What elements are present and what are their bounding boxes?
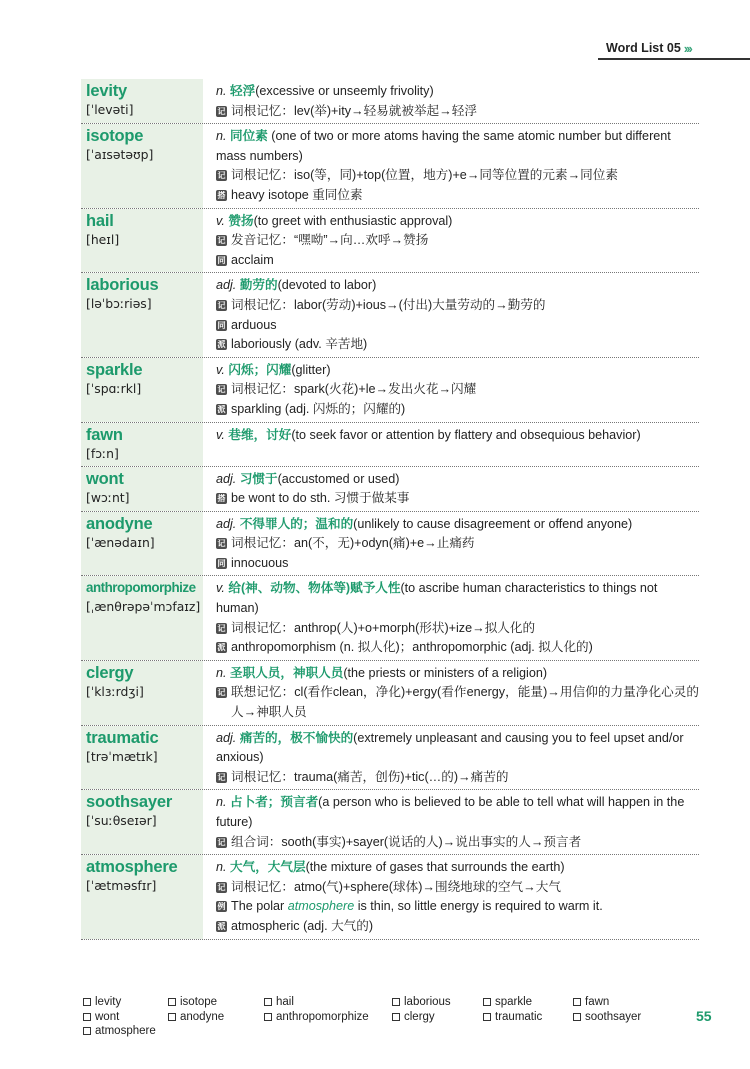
checkbox[interactable] bbox=[168, 998, 176, 1006]
memory-badge-icon: 记 bbox=[217, 539, 226, 549]
checklist-row bbox=[83, 1024, 703, 1039]
headword: levity bbox=[86, 82, 127, 100]
example-pre: The polar bbox=[231, 899, 288, 914]
chinese-meaning: 大气，大气层 bbox=[230, 860, 306, 875]
definition bbox=[216, 664, 699, 684]
memory-badge-icon: 记 bbox=[217, 772, 226, 782]
checkbox[interactable] bbox=[264, 998, 272, 1006]
phonetic: [ˌænθrəpəˈmɔfaɪz] bbox=[86, 599, 201, 615]
derivative-badge-icon: 派 bbox=[217, 921, 226, 931]
chinese-meaning: 习惯于 bbox=[239, 471, 278, 486]
chinese-meaning: 给(神、动物、物体等)赋予人性 bbox=[228, 581, 401, 596]
english-definition: (excessive or unseemly frivolity) bbox=[255, 84, 434, 98]
note-line bbox=[216, 102, 699, 122]
definition-cell bbox=[203, 855, 699, 938]
example-badge-icon: 例 bbox=[217, 902, 226, 912]
definition-cell bbox=[203, 661, 699, 725]
phonetic: [ˈklɜːrdʒi] bbox=[86, 683, 144, 699]
collocation-badge-icon: 搭 bbox=[217, 494, 226, 504]
memory-badge-icon: 记 bbox=[217, 688, 226, 698]
part-of-speech: v. bbox=[216, 362, 225, 377]
word-cell bbox=[81, 273, 203, 356]
headword: laborious bbox=[86, 276, 159, 295]
part-of-speech: n. bbox=[216, 860, 227, 875]
checklist-row bbox=[83, 1010, 703, 1025]
definition bbox=[216, 579, 699, 618]
header-tab bbox=[606, 38, 691, 58]
english-definition: (extremely unpleasant and causing you to feel upset and/or anxious) bbox=[216, 730, 684, 765]
english-definition: (to greet with enthusiastic approval) bbox=[253, 213, 453, 228]
headword: clergy bbox=[86, 663, 134, 682]
checkbox[interactable] bbox=[83, 1013, 91, 1021]
note-text: arduous bbox=[231, 317, 277, 332]
word-cell bbox=[81, 661, 203, 725]
checkbox[interactable] bbox=[392, 998, 400, 1006]
checkbox[interactable] bbox=[392, 1013, 400, 1021]
checklist-item[interactable] bbox=[392, 1010, 483, 1025]
word-entry bbox=[81, 358, 699, 423]
phonetic: [ˈsuːθseɪər] bbox=[86, 813, 157, 829]
note-text: 词根记忆：labor(劳动)+ious→(付出)大量劳动的→勤劳的 bbox=[231, 297, 546, 312]
checklist-item[interactable] bbox=[483, 995, 573, 1010]
checklist-word: sparkle bbox=[495, 996, 533, 1008]
definition-cell bbox=[203, 209, 699, 273]
note-line bbox=[216, 380, 699, 400]
definition-cell bbox=[203, 273, 699, 356]
note-text: 词根记忆：spark(火花)+le→发出火花→闪耀 bbox=[231, 382, 477, 397]
checklist-item[interactable] bbox=[168, 1010, 264, 1025]
checkbox[interactable] bbox=[264, 1013, 272, 1021]
headword: wont bbox=[86, 469, 124, 488]
definition bbox=[216, 470, 699, 490]
note-text: 发音记忆：“嘿呦”→向…欢呼→赞扬 bbox=[231, 233, 429, 248]
english-definition: (one of two or more atoms having the same atomic number but different mass numbers) bbox=[216, 129, 671, 163]
definition bbox=[216, 276, 699, 296]
word-list-title: Word List 05 bbox=[606, 41, 681, 55]
checkbox[interactable] bbox=[83, 1027, 91, 1035]
definition bbox=[216, 793, 699, 832]
headword: sparkle bbox=[86, 360, 143, 379]
word-entry bbox=[81, 467, 699, 512]
checklist-word: laborious bbox=[404, 996, 451, 1008]
checklist-item[interactable] bbox=[83, 1024, 168, 1039]
chinese-meaning: 同位素 bbox=[230, 129, 268, 144]
note-text: atmospheric (adj. 大气的) bbox=[231, 918, 374, 933]
note-line bbox=[216, 296, 699, 316]
chinese-meaning: 巷维，讨好 bbox=[228, 427, 292, 442]
checkbox[interactable] bbox=[573, 998, 581, 1006]
page-number: 55 bbox=[696, 1008, 712, 1024]
definition-cell bbox=[203, 358, 699, 422]
memory-badge-icon: 记 bbox=[217, 623, 226, 633]
word-cell bbox=[81, 467, 203, 511]
note-text: laboriously (adv. 辛苦地) bbox=[231, 337, 368, 352]
phonetic: [ˈspɑːrkl] bbox=[86, 380, 142, 396]
note-line bbox=[216, 316, 699, 336]
note-line bbox=[216, 683, 699, 722]
note-text: 词根记忆：anthrop(人)+o+morph(形状)+ize→拟人化的 bbox=[231, 620, 536, 635]
note-text: 联想记忆：cl(看作clean，净化)+ergy(看作energy，能量)→用信仰的力量净化心灵的人→神职人员 bbox=[231, 685, 699, 720]
definition bbox=[216, 212, 699, 232]
word-entry bbox=[81, 726, 699, 791]
word-entry bbox=[81, 209, 699, 274]
example-post: is thin, so little energy is required to warm it. bbox=[354, 899, 603, 914]
note-text: 词根记忆：iso(等，同)+top(位置，地方)+e→同等位置的元素→同位素 bbox=[231, 168, 618, 183]
definition-cell bbox=[203, 790, 699, 854]
headword: atmosphere bbox=[86, 858, 178, 877]
memory-badge-icon: 记 bbox=[217, 385, 226, 395]
part-of-speech: adj. bbox=[216, 516, 237, 531]
word-entry bbox=[81, 79, 699, 124]
note-line bbox=[216, 917, 699, 937]
note-line bbox=[216, 400, 699, 420]
memory-badge-icon: 记 bbox=[217, 171, 226, 181]
phonetic: [ˈaɪsətəʊp] bbox=[86, 147, 154, 163]
english-definition: (to seek favor or attention by flattery and obsequious behavior) bbox=[291, 427, 641, 442]
chinese-meaning: 不得罪人的；温和的 bbox=[239, 516, 354, 531]
note-text bbox=[231, 897, 699, 917]
chinese-meaning: 勤劳的 bbox=[239, 278, 278, 293]
derivative-badge-icon: 派 bbox=[217, 340, 226, 350]
english-definition: (accustomed or used) bbox=[277, 471, 400, 486]
english-definition: (a person who is believed to be able to tell what will happen in the future) bbox=[216, 795, 685, 829]
definition bbox=[216, 127, 699, 166]
part-of-speech: adj. bbox=[216, 278, 237, 293]
word-entry bbox=[81, 576, 699, 660]
word-cell bbox=[81, 423, 203, 466]
note-line bbox=[216, 768, 699, 788]
word-cell bbox=[81, 209, 203, 273]
word-table bbox=[81, 79, 699, 940]
review-checklist bbox=[83, 995, 703, 1039]
word-cell bbox=[81, 790, 203, 854]
part-of-speech: adj. bbox=[216, 730, 237, 745]
note-text: 组合词：sooth(事实)+sayer(说话的人)→说出事实的人→预言者 bbox=[231, 834, 582, 849]
word-entry bbox=[81, 512, 699, 577]
memory-badge-icon: 记 bbox=[217, 236, 226, 246]
phonetic: [wɔːnt] bbox=[86, 489, 130, 505]
derivative-badge-icon: 派 bbox=[217, 643, 226, 653]
phonetic: [ˈænədaɪn] bbox=[86, 534, 155, 550]
checklist-word: isotope bbox=[180, 996, 218, 1008]
word-cell bbox=[81, 512, 203, 576]
chinese-meaning: 痛苦的，极不愉快的 bbox=[239, 730, 354, 745]
headword: hail bbox=[86, 211, 114, 230]
note-line bbox=[216, 833, 699, 853]
note-text: sparkling (adj. 闪烁的；闪耀的) bbox=[231, 401, 406, 416]
checklist-item[interactable] bbox=[392, 995, 483, 1010]
checkbox[interactable] bbox=[168, 1013, 176, 1021]
note-text: heavy isotope 重同位素 bbox=[231, 187, 363, 202]
word-entry bbox=[81, 273, 699, 357]
checklist-word: hail bbox=[276, 996, 294, 1008]
derivative-badge-icon: 派 bbox=[217, 404, 226, 414]
part-of-speech: v. bbox=[216, 213, 225, 228]
note-line bbox=[216, 166, 699, 186]
word-cell bbox=[81, 576, 203, 659]
checklist-word: fawn bbox=[585, 996, 610, 1008]
part-of-speech: n. bbox=[216, 84, 227, 98]
word-cell bbox=[81, 358, 203, 422]
chinese-meaning: 闪烁；闪耀 bbox=[228, 362, 292, 377]
english-definition: (to ascribe human characteristics to things not human) bbox=[216, 581, 658, 616]
phonetic: [trəˈmætɪk] bbox=[86, 748, 158, 764]
checklist-item[interactable] bbox=[83, 995, 168, 1010]
definition bbox=[216, 426, 699, 446]
checklist-word: atmosphere bbox=[95, 1025, 156, 1037]
note-text: innocuous bbox=[231, 555, 289, 570]
word-entry bbox=[81, 661, 699, 726]
word-cell bbox=[81, 855, 203, 938]
checklist-row bbox=[83, 995, 703, 1010]
note-text: 词根记忆：lev(举)+ity→轻易就被举起→轻浮 bbox=[231, 103, 477, 118]
synonym-badge-icon: 同 bbox=[217, 320, 226, 330]
checkbox[interactable] bbox=[573, 1013, 581, 1021]
checklist-word: anthropomorphize bbox=[276, 1010, 369, 1023]
headword: soothsayer bbox=[86, 793, 173, 812]
note-line bbox=[216, 619, 699, 639]
part-of-speech: v. bbox=[216, 581, 225, 596]
checkbox[interactable] bbox=[83, 998, 91, 1006]
note-text: anthropomorphism (n. 拟人化)；anthropomorphic (adj. 拟人化的) bbox=[231, 640, 593, 655]
word-entry bbox=[81, 855, 699, 939]
part-of-speech: n. bbox=[216, 795, 227, 810]
chinese-meaning: 圣职人员，神职人员 bbox=[230, 665, 344, 680]
part-of-speech: n. bbox=[216, 129, 227, 144]
example-keyword: atmosphere bbox=[287, 899, 355, 914]
note-text: 词根记忆：atmo(气)+sphere(球体)→围绕地球的空气→大气 bbox=[231, 879, 561, 894]
phonetic: [fɔːn] bbox=[86, 445, 119, 461]
headword: isotope bbox=[86, 127, 144, 146]
note-line bbox=[216, 878, 699, 898]
memory-badge-icon: 记 bbox=[217, 882, 226, 892]
checklist-item[interactable] bbox=[83, 1010, 168, 1025]
checklist-item[interactable] bbox=[483, 1010, 573, 1025]
part-of-speech: v. bbox=[216, 427, 225, 442]
headword: anodyne bbox=[86, 514, 153, 533]
definition bbox=[216, 361, 699, 381]
note-line bbox=[216, 186, 699, 206]
definition-cell bbox=[203, 423, 699, 466]
checklist-word: soothsayer bbox=[585, 1010, 642, 1023]
checklist-item[interactable] bbox=[573, 995, 673, 1010]
synonym-badge-icon: 同 bbox=[217, 255, 226, 265]
memory-badge-icon: 记 bbox=[217, 300, 226, 310]
note-text: 词根记忆：trauma(痛苦，创伤)+tic(…的)→痛苦的 bbox=[231, 769, 509, 784]
headword: anthropomorphize bbox=[86, 580, 196, 596]
checklist-item[interactable] bbox=[573, 1010, 673, 1025]
checklist-word: wont bbox=[95, 1010, 120, 1023]
definition-cell bbox=[203, 467, 699, 511]
collocation-badge-icon: 搭 bbox=[217, 190, 226, 200]
word-cell bbox=[81, 124, 203, 207]
word-cell bbox=[81, 79, 203, 123]
part-of-speech: adj. bbox=[216, 471, 237, 486]
definition bbox=[216, 858, 699, 878]
headword: traumatic bbox=[86, 728, 159, 747]
checklist-word: clergy bbox=[404, 1010, 435, 1023]
definition-cell bbox=[203, 576, 699, 659]
english-definition: (the priests or ministers of a religion) bbox=[343, 665, 548, 680]
checklist-word: levity bbox=[95, 996, 122, 1008]
triple-chevron-icon: ››› bbox=[683, 40, 691, 56]
chinese-meaning: 轻浮 bbox=[230, 84, 256, 98]
checkbox[interactable] bbox=[483, 998, 491, 1006]
checklist-item[interactable] bbox=[168, 995, 264, 1010]
memory-badge-icon: 记 bbox=[217, 106, 226, 116]
definition bbox=[216, 729, 699, 768]
english-definition: (glitter) bbox=[291, 362, 331, 377]
checklist-item[interactable] bbox=[264, 1010, 392, 1025]
headword: fawn bbox=[86, 425, 123, 444]
word-entry bbox=[81, 423, 699, 467]
part-of-speech: n. bbox=[216, 665, 227, 680]
note-text: acclaim bbox=[231, 252, 274, 267]
definition-cell bbox=[203, 124, 699, 207]
english-definition: (the mixture of gases that surrounds the earth) bbox=[305, 860, 565, 875]
definition bbox=[216, 515, 699, 535]
word-cell bbox=[81, 726, 203, 790]
definition-cell bbox=[203, 512, 699, 576]
definition-cell bbox=[203, 79, 699, 123]
note-text: 词根记忆：an(不，无)+odyn(痛)+e→止痛药 bbox=[231, 536, 475, 551]
note-line bbox=[216, 231, 699, 251]
english-definition: (unlikely to cause disagreement or offend anyone) bbox=[353, 516, 633, 531]
definition bbox=[216, 82, 699, 102]
example-line bbox=[216, 897, 699, 917]
checklist-item[interactable] bbox=[264, 995, 392, 1010]
memory-badge-icon: 记 bbox=[217, 837, 226, 847]
note-line bbox=[216, 554, 699, 574]
word-entry bbox=[81, 124, 699, 208]
note-line bbox=[216, 638, 699, 658]
note-line bbox=[216, 489, 699, 509]
phonetic: [ləˈbɔːriəs] bbox=[86, 296, 152, 312]
header-rule bbox=[598, 58, 750, 60]
note-text: be wont to do sth. 习惯于做某事 bbox=[231, 491, 410, 506]
note-line bbox=[216, 251, 699, 271]
checkbox[interactable] bbox=[483, 1013, 491, 1021]
definition-cell bbox=[203, 726, 699, 790]
word-entry bbox=[81, 790, 699, 855]
chinese-meaning: 赞扬 bbox=[228, 213, 254, 228]
phonetic: [ˈætməsfɪr] bbox=[86, 878, 157, 894]
phonetic: [ˈlevəti] bbox=[86, 102, 134, 117]
synonym-badge-icon: 同 bbox=[217, 558, 226, 568]
chinese-meaning: 占卜者；预言者 bbox=[230, 795, 319, 810]
checklist-word: anodyne bbox=[180, 1010, 225, 1023]
phonetic: [heɪl] bbox=[86, 231, 120, 247]
english-definition: (devoted to labor) bbox=[277, 278, 377, 293]
note-line bbox=[216, 534, 699, 554]
checklist-word: traumatic bbox=[495, 1010, 543, 1023]
note-line bbox=[216, 335, 699, 355]
